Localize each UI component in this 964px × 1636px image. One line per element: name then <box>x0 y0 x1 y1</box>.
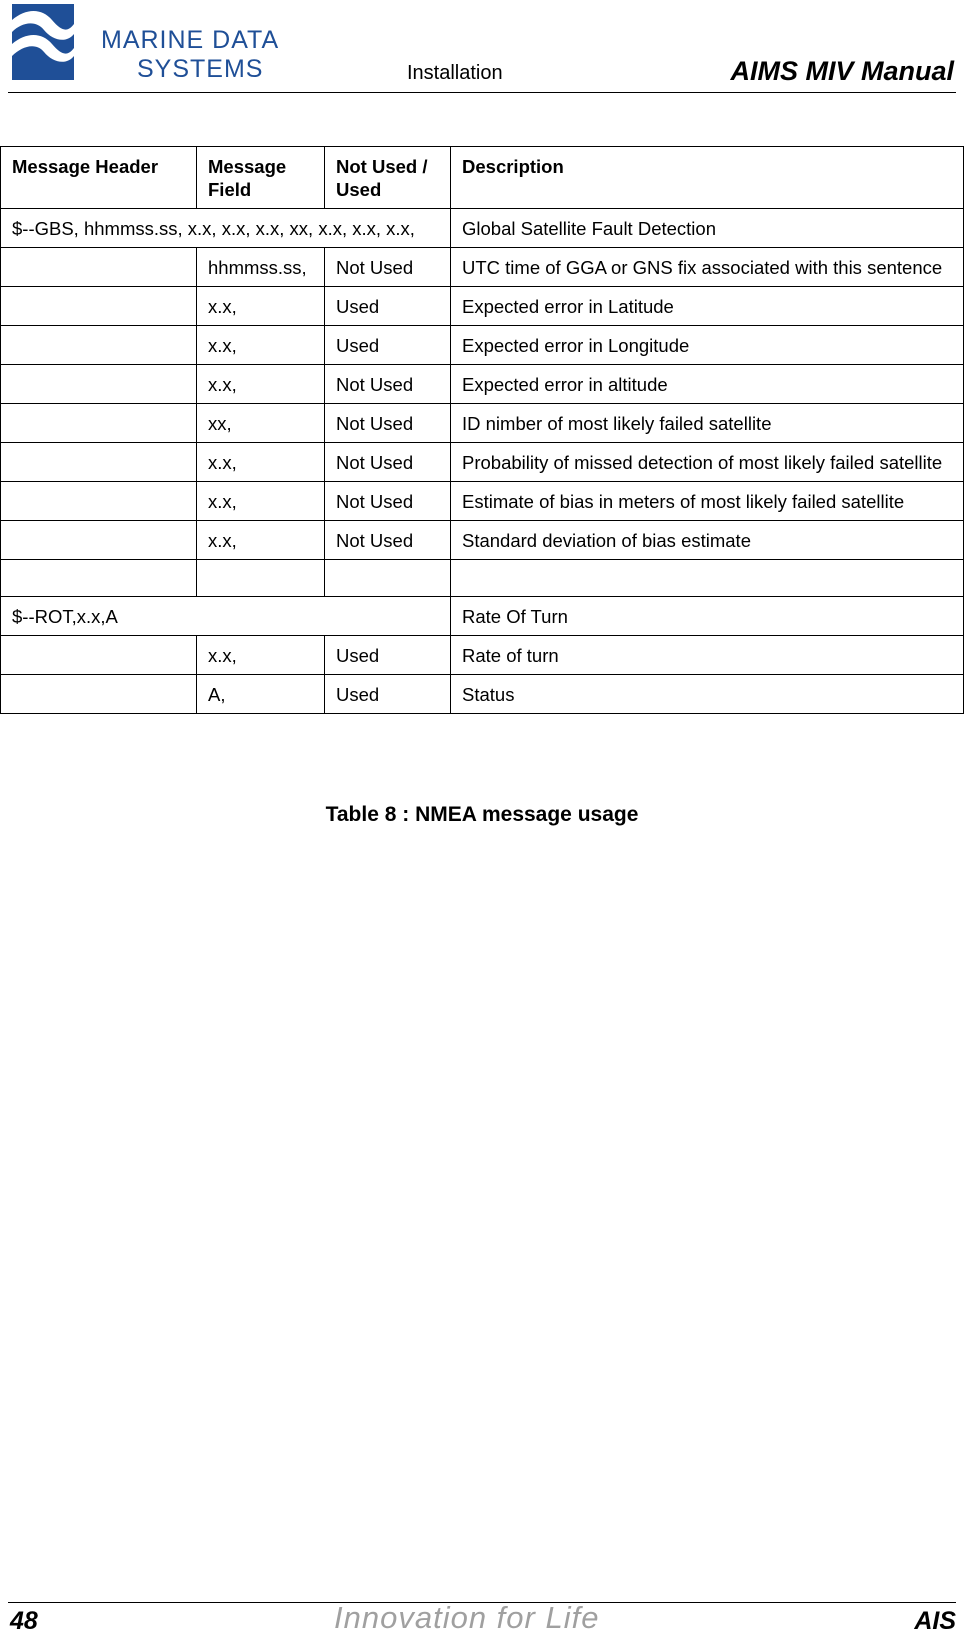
table-row <box>1 248 964 287</box>
column-header: Message Header <box>1 147 197 209</box>
table-row <box>1 560 964 597</box>
message-header-cell: $--GBS, hhmmss.ss, x.x, x.x, x.x, xx, x.x, x.x, x.x, <box>1 209 451 248</box>
empty-cell <box>1 365 197 404</box>
table-row <box>1 675 964 714</box>
empty-cell <box>1 675 197 714</box>
message-field-cell: x.x, <box>197 443 325 482</box>
description-cell: UTC time of GGA or GNS fix associated with this sentence <box>451 248 964 287</box>
company-name-line2: SYSTEMS <box>137 55 264 83</box>
description-cell <box>451 560 964 597</box>
table-row <box>1 521 964 560</box>
usage-cell: Used <box>325 636 451 675</box>
footer-product-label: AIS <box>914 1607 956 1635</box>
description-cell: Global Satellite Fault Detection <box>451 209 964 248</box>
empty-cell <box>1 248 197 287</box>
usage-cell: Not Used <box>325 521 451 560</box>
description-cell: Status <box>451 675 964 714</box>
message-field-cell: x.x, <box>197 521 325 560</box>
empty-cell <box>1 560 197 597</box>
waves-logo-icon <box>12 0 76 84</box>
description-cell: Probability of missed detection of most likely failed satellite <box>451 443 964 482</box>
message-field-cell: x.x, <box>197 482 325 521</box>
usage-cell: Not Used <box>325 443 451 482</box>
empty-cell <box>1 521 197 560</box>
usage-cell: Not Used <box>325 248 451 287</box>
empty-cell <box>1 287 197 326</box>
table-row <box>1 287 964 326</box>
table-row <box>1 404 964 443</box>
message-field-cell <box>197 560 325 597</box>
usage-cell: Used <box>325 326 451 365</box>
message-field-cell: x.x, <box>197 365 325 404</box>
usage-cell: Used <box>325 675 451 714</box>
company-logo <box>12 0 282 84</box>
column-header: Message Field <box>197 147 325 209</box>
message-field-cell: xx, <box>197 404 325 443</box>
description-cell: Expected error in Longitude <box>451 326 964 365</box>
message-header-cell: $--ROT,x.x,A <box>1 597 451 636</box>
empty-cell <box>1 636 197 675</box>
usage-cell: Used <box>325 287 451 326</box>
table-row <box>1 365 964 404</box>
empty-cell <box>1 482 197 521</box>
description-cell: Rate of turn <box>451 636 964 675</box>
table-row <box>1 326 964 365</box>
header-divider <box>8 92 956 93</box>
empty-cell <box>1 443 197 482</box>
footer-slogan: Innovation for Life <box>334 1600 600 1635</box>
manual-title: AIMS MIV Manual <box>730 56 954 86</box>
message-field-cell: hhmmss.ss, <box>197 248 325 287</box>
usage-cell: Not Used <box>325 482 451 521</box>
page-number: 48 <box>10 1607 38 1635</box>
table-row <box>1 597 964 636</box>
company-name-line1: MARINE DATA <box>101 26 280 54</box>
description-cell: Standard deviation of bias estimate <box>451 521 964 560</box>
table-header-row <box>1 147 964 209</box>
message-field-cell: x.x, <box>197 326 325 365</box>
usage-cell <box>325 560 451 597</box>
table-row <box>1 636 964 675</box>
description-cell: Expected error in Latitude <box>451 287 964 326</box>
description-cell: Expected error in altitude <box>451 365 964 404</box>
section-title: Installation <box>407 62 503 84</box>
empty-cell <box>1 326 197 365</box>
empty-cell <box>1 404 197 443</box>
usage-cell: Not Used <box>325 404 451 443</box>
description-cell: ID nimber of most likely failed satellite <box>451 404 964 443</box>
message-field-cell: A, <box>197 675 325 714</box>
table-row <box>1 482 964 521</box>
table-row <box>1 209 964 248</box>
description-cell: Rate Of Turn <box>451 597 964 636</box>
nmea-usage-table <box>0 146 964 714</box>
message-field-cell: x.x, <box>197 287 325 326</box>
column-header: Description <box>451 147 964 209</box>
column-header: Not Used / Used <box>325 147 451 209</box>
table-caption: Table 8 : NMEA message usage <box>325 803 639 826</box>
description-cell: Estimate of bias in meters of most likely failed satellite <box>451 482 964 521</box>
table-row <box>1 443 964 482</box>
message-field-cell: x.x, <box>197 636 325 675</box>
usage-cell: Not Used <box>325 365 451 404</box>
